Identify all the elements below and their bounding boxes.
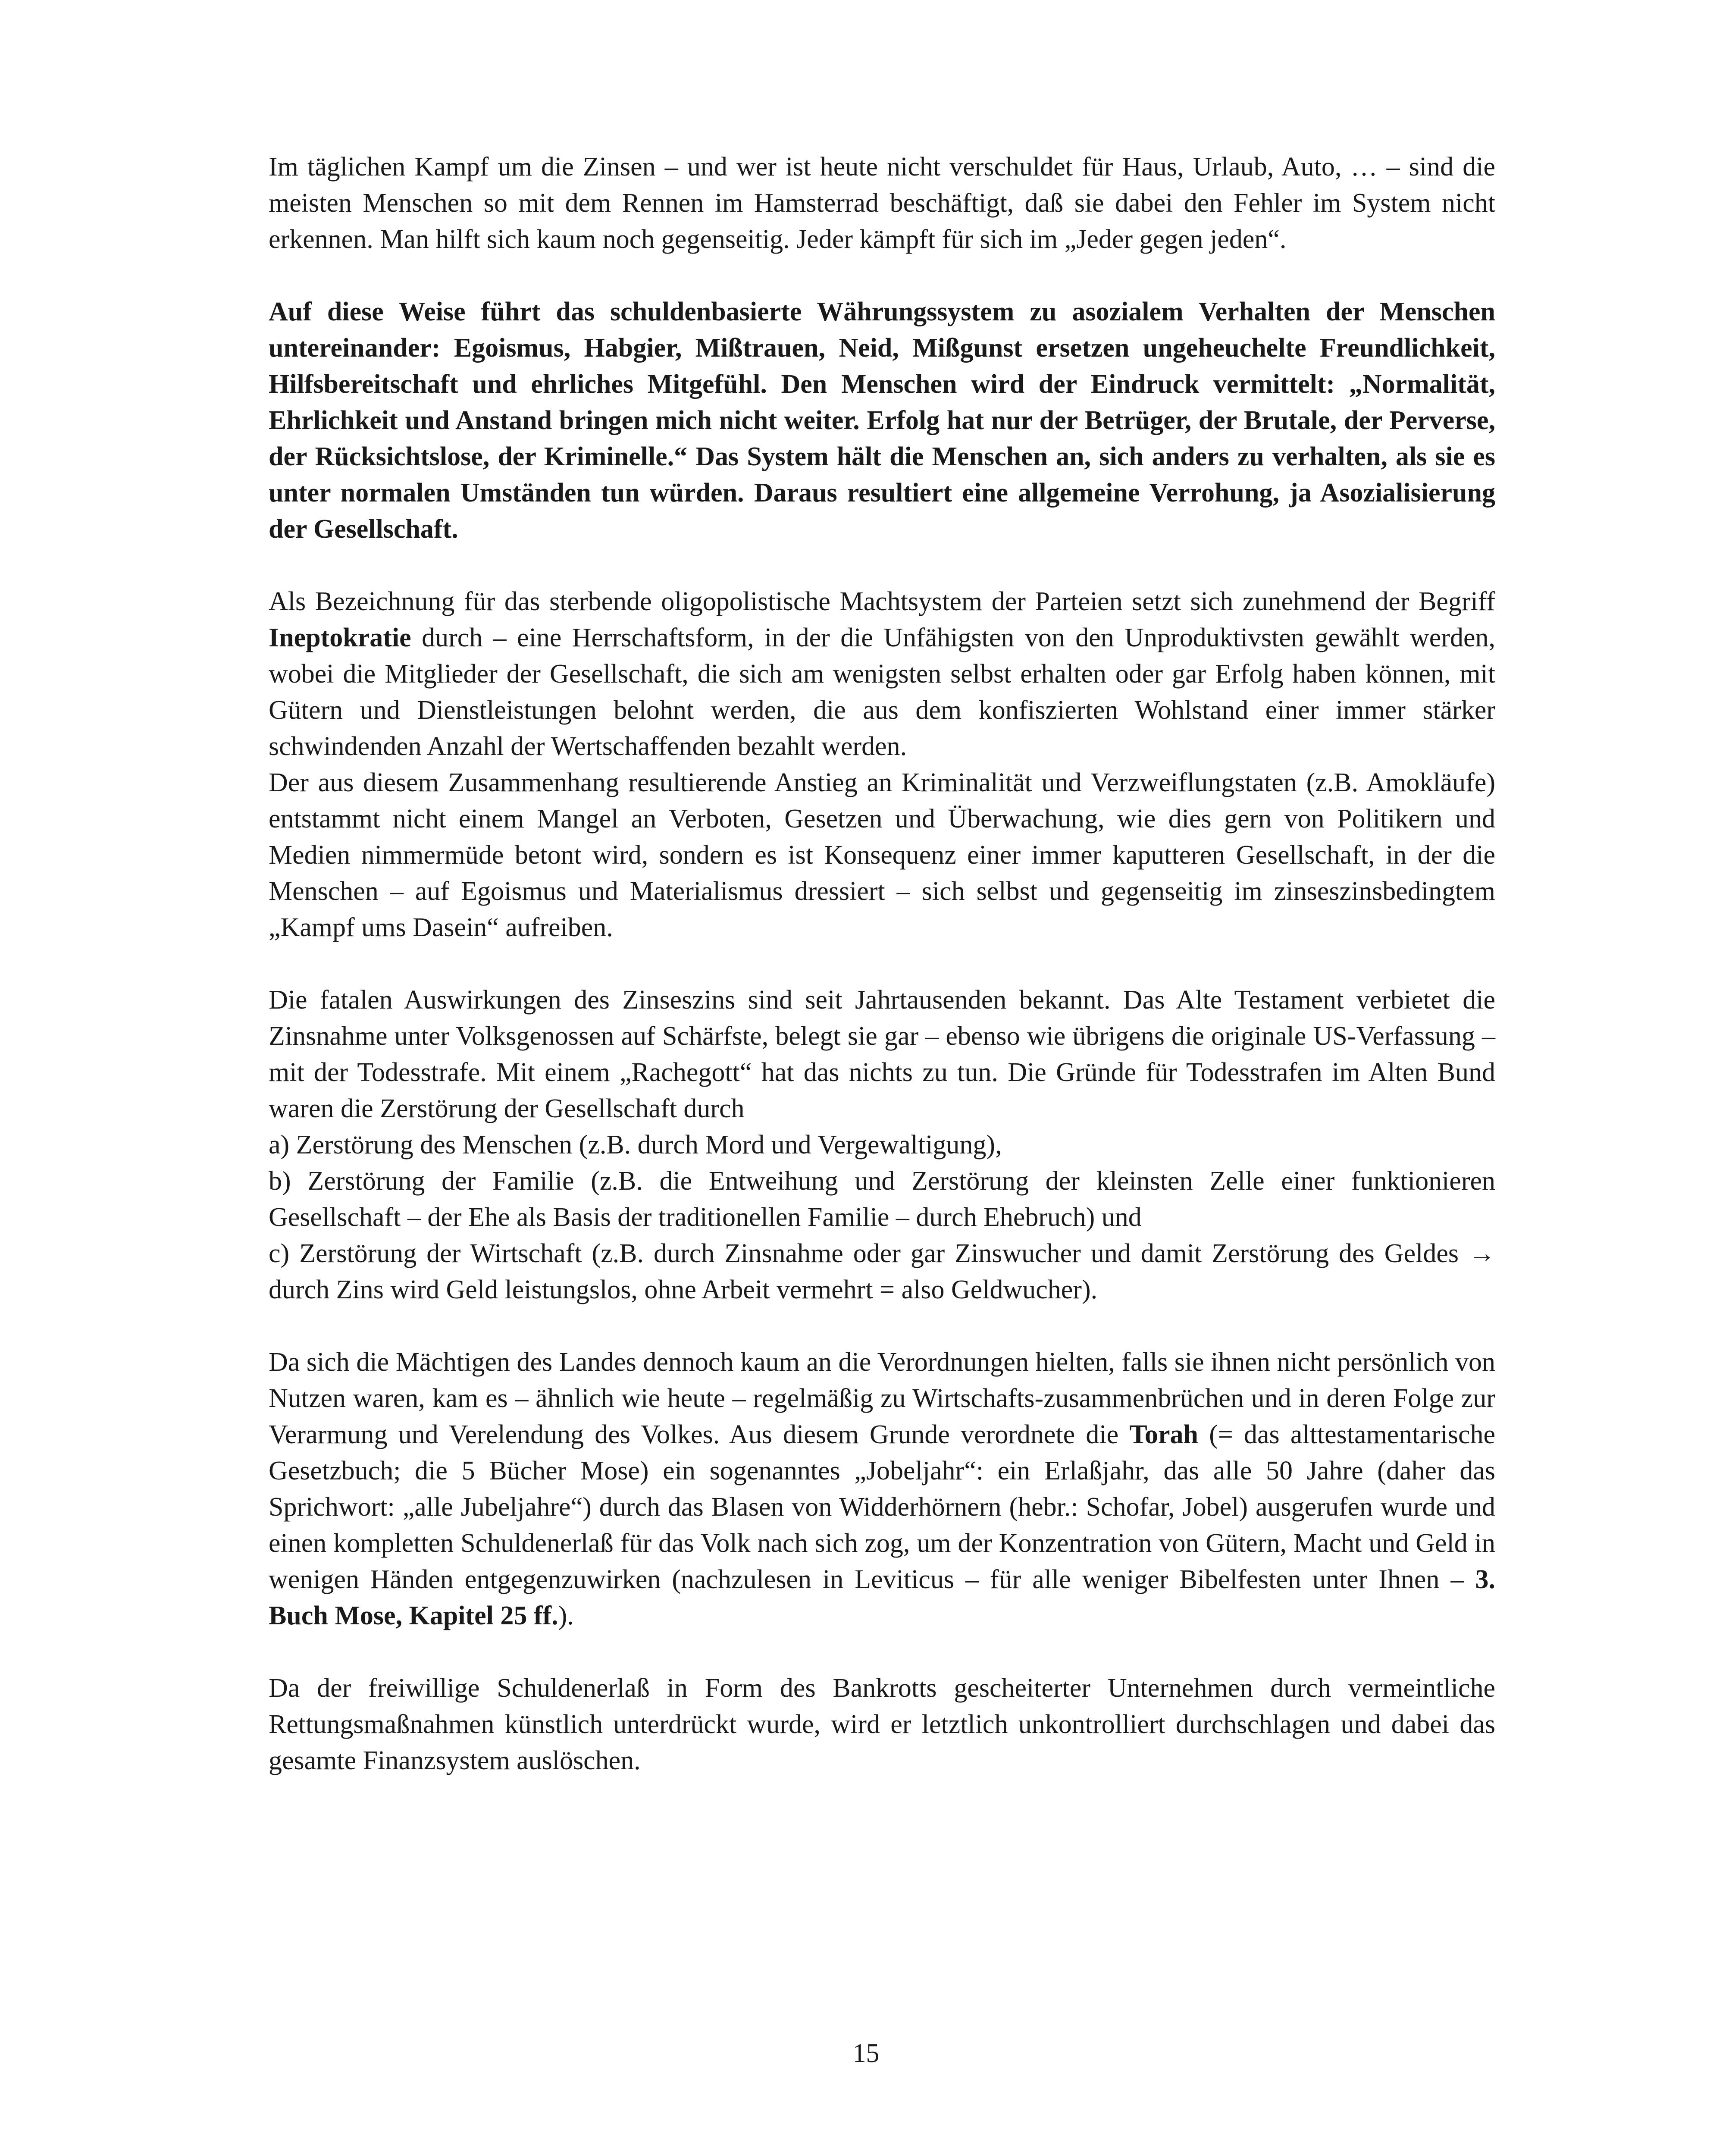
list-item-b: b) Zerstörung der Familie (z.B. die Entweihung und Zerstörung der kleinsten Zelle einer funktionieren Gesellschaft – der Ehe als Basis der traditionellen Familie – durch Ehebruch) und <box>269 1166 1495 1232</box>
paragraph-ineptocracy <box>269 583 1495 765</box>
paragraph-gap <box>269 946 1495 982</box>
text-run: Als Bezeichnung für das sterbende oligopolistische Machtsystem der Parteien setzt sich zunehmend der Begriff <box>269 587 1495 616</box>
paragraph-interest-struggle: Im täglichen Kampf um die Zinsen – und wer ist heute nicht verschuldet für Haus, Urlaub, Auto, … – sind die meisten Menschen so mit dem Rennen im Hamsterrad beschäftigt, daß sie dabei den Fehler im System nicht erkennen. Man hilft sich kaum noch gegenseitig. Jeder kämpft für sich im „Jeder gegen jeden“. <box>269 152 1495 254</box>
list-item-a: a) Zerstörung des Menschen (z.B. durch Mord und Vergewaltigung), <box>269 1130 1002 1159</box>
paragraph-asocial-behavior: Auf diese Weise führt das schuldenbasierte Währungssystem zu asozialem Verhalten der Menschen untereinander: Egoismus, Habgier, Mißtrauen, Neid, Mißgunst ersetzen ungeheuchelte Freundlichkeit, Hilfsbereitschaft und ehrliches Mitgefühl. Den Menschen wird der Eindruck vermittelt: „Normalität, Ehrlichkeit und Anstand bringen mich nicht weiter. Erfolg hat nur der Betrüger, der Brutale, der Perverse, der Rücksichtslose, der Kriminelle.“ Das System hält die Menschen an, sich anders zu verhalten, als sie es unter normalen Umständen tun würden. Daraus resultiert eine allgemeine Verrohung, ja Asozialisierung der Gesellschaft. <box>269 297 1495 544</box>
bold-term-ineptokratie: Ineptokratie <box>269 623 411 652</box>
paragraph-jubilee-year <box>269 1344 1495 1634</box>
text-run: (= das alttestamentarische Gesetzbuch; die 5 Bücher Mose) ein sogenanntes „Jobeljahr“: ein Erlaßjahr, das alle 50 Jahre (daher das Sprichwort: „alle Jubeljahre“) durch das Blasen von Widderhörnern (hebr.: Schofar, Jobel) ausgerufen wurde und einen kompletten Schuldenerlaß für das Volk nach sich zog, um der Konzentration von Gütern, Macht und Geld in wenigen Händen entgegenzuwirken (nachzulesen in Leviticus – für alle weniger Bibelfesten unter Ihnen – <box>269 1420 1495 1594</box>
bold-reference-leviticus: 3. Buch Mose, Kapitel 25 ff. <box>269 1565 1495 1630</box>
text-run: durch – eine Herrschaftsform, in der die Unfähigsten von den Unproduktivsten gewählt werden, wobei die Mitglieder der Gesellschaft, die sich am wenigsten selbst erhalten oder gar Erfolg haben können, mit Gütern und Dienstleistungen belohnt werden, die aus dem konfiszierten Wohlstand einer immer stärker schwindenden Anzahl der Wertschaffenden bezahlt werden. <box>269 623 1495 761</box>
text-run: Da sich die Mächtigen des Landes dennoch kaum an die Verordnungen hielten, falls sie ihnen nicht persönlich von Nutzen waren, kam es – ähnlich wie heute – regelmäßig zu Wirtschafts-zusammenbrüchen und in deren Folge zur Verarmung und Verelendung des Volkes. Aus diesem Grunde verordnete die <box>269 1348 1495 1449</box>
paragraph-gap <box>269 257 1495 294</box>
paragraph-crime-increase: Der aus diesem Zusammenhang resultierende Anstieg an Kriminalität und Verzweiflungstaten (z.B. Amokläufe) entstammt nicht einem Mangel an Verboten, Gesetzen und Überwachung, wie dies gern von Politikern und Medien nimmermüde betont wird, sondern es ist Konsequenz einer immer kaputteren Gesellschaft, in der die Menschen – auf Egoismus und Materialismus dressiert – sich selbst und gegenseitig im zinseszinsbedingtem „Kampf ums Dasein“ aufreiben. <box>269 768 1495 942</box>
paragraph-debt-relief: Da der freiwillige Schuldenerlaß in Form des Bankrotts gescheiterter Unternehmen durch vermeintliche Rettungsmaßnahmen künstlich unterdrückt wurde, wird er letztlich unkontrolliert durchschlagen und dabei das gesamte Finanzsystem auslöschen. <box>269 1673 1495 1775</box>
paragraph-gap <box>269 547 1495 583</box>
bold-term-torah: Torah <box>1129 1420 1198 1449</box>
paragraph-gap <box>269 1308 1495 1344</box>
paragraph-gap <box>269 1634 1495 1670</box>
page-number: 15 <box>852 2039 880 2068</box>
list-item-c: c) Zerstörung der Wirtschaft (z.B. durch Zinsnahme oder gar Zinswucher und damit Zerstörung des Geldes → durch Zins wird Geld leistungslos, ohne Arbeit vermehrt = also Geldwucher). <box>269 1239 1495 1304</box>
document-body <box>269 149 1495 1779</box>
paragraph-compound-interest: Die fatalen Auswirkungen des Zinseszins sind seit Jahrtausenden bekannt. Das Alte Testament verbietet die Zinsnahme unter Volksgenossen auf Schärfste, belegt sie gar – ebenso wie übrigens die originale US-Verfassung – mit der Todesstrafe. Mit einem „Rachegott“ hat das nichts zu tun. Die Gründe für Todesstrafen im Alten Bund waren die Zerstörung der Gesellschaft durch <box>269 985 1495 1123</box>
text-run: ). <box>558 1601 574 1630</box>
